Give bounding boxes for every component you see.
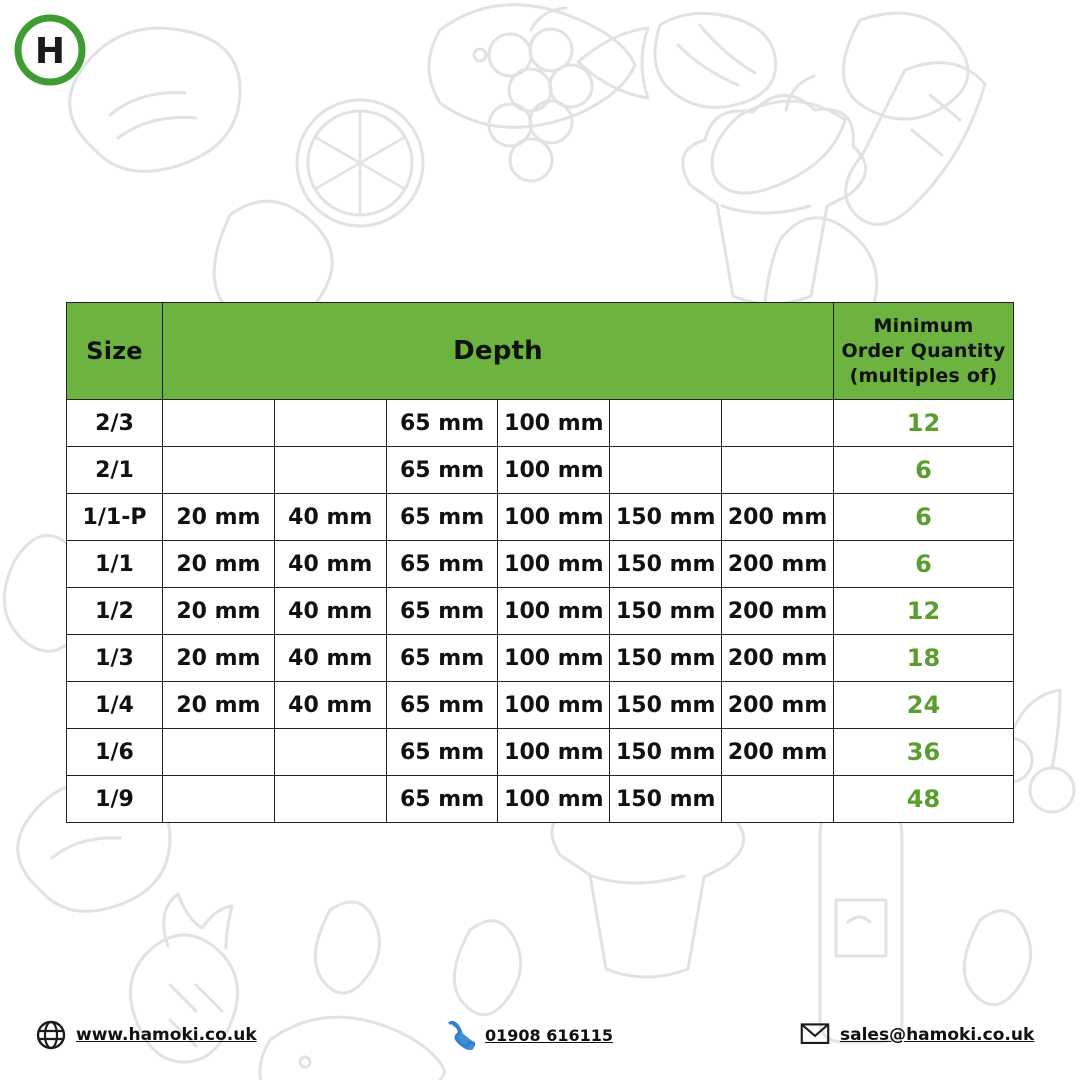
cell-depth: 150 mm [610, 635, 722, 682]
email-text[interactable]: sales@hamoki.co.uk [840, 1025, 1035, 1045]
cell-depth: 100 mm [498, 588, 610, 635]
cell-depth: 40 mm [274, 494, 386, 541]
website-text[interactable]: www.hamoki.co.uk [76, 1025, 257, 1045]
header-moq-line1: Minimum [873, 314, 974, 337]
cell-size: 1/4 [67, 682, 163, 729]
cell-depth: 65 mm [386, 400, 498, 447]
cell-depth: 100 mm [498, 635, 610, 682]
cell-size: 2/1 [67, 447, 163, 494]
cell-depth: 150 mm [610, 776, 722, 823]
cell-depth: 200 mm [722, 635, 834, 682]
cell-depth-empty [163, 400, 275, 447]
cell-depth-empty [722, 776, 834, 823]
cell-depth: 200 mm [722, 494, 834, 541]
table-row [67, 400, 1014, 447]
cell-depth-empty [610, 400, 722, 447]
cell-depth-empty [610, 447, 722, 494]
spec-table-container [66, 302, 1014, 823]
cell-moq: 6 [834, 447, 1014, 494]
table-row [67, 588, 1014, 635]
hamoki-logo [14, 14, 86, 86]
gastronorm-spec-table [66, 302, 1014, 823]
cell-size: 1/1-P [67, 494, 163, 541]
header-moq [834, 303, 1014, 400]
globe-icon [36, 1020, 66, 1050]
cell-depth-empty [163, 447, 275, 494]
cell-moq: 24 [834, 682, 1014, 729]
table-head [67, 303, 1014, 400]
cell-depth-empty [722, 447, 834, 494]
table-row [67, 541, 1014, 588]
envelope-icon [800, 1020, 830, 1050]
table-row [67, 494, 1014, 541]
cell-depth: 40 mm [274, 541, 386, 588]
cell-size: 1/1 [67, 541, 163, 588]
cell-depth: 200 mm [722, 588, 834, 635]
cell-depth: 20 mm [163, 635, 275, 682]
cell-depth-empty [163, 729, 275, 776]
contact-footer [0, 1010, 1080, 1060]
cell-depth: 150 mm [610, 541, 722, 588]
cell-depth: 40 mm [274, 682, 386, 729]
cell-moq: 18 [834, 635, 1014, 682]
cell-depth: 20 mm [163, 494, 275, 541]
footer-website[interactable] [36, 1020, 257, 1050]
cell-depth: 150 mm [610, 729, 722, 776]
cell-depth: 65 mm [386, 682, 498, 729]
cell-depth-empty [274, 776, 386, 823]
cell-depth-empty [274, 729, 386, 776]
table-row [67, 682, 1014, 729]
cell-size: 2/3 [67, 400, 163, 447]
cell-depth-empty [274, 400, 386, 447]
header-moq-line3: (multiples of) [849, 364, 998, 387]
cell-depth: 100 mm [498, 400, 610, 447]
cell-depth: 20 mm [163, 682, 275, 729]
header-size: Size [67, 303, 163, 400]
cell-depth: 65 mm [386, 447, 498, 494]
cell-depth: 100 mm [498, 447, 610, 494]
table-row [67, 729, 1014, 776]
cell-size: 1/2 [67, 588, 163, 635]
cell-size: 1/6 [67, 729, 163, 776]
cell-depth: 200 mm [722, 682, 834, 729]
cell-moq: 6 [834, 494, 1014, 541]
cell-depth-empty [722, 400, 834, 447]
cell-depth: 20 mm [163, 541, 275, 588]
cell-depth: 20 mm [163, 588, 275, 635]
cell-moq: 12 [834, 588, 1014, 635]
cell-depth: 200 mm [722, 541, 834, 588]
cell-depth: 100 mm [498, 776, 610, 823]
phone-text[interactable]: 01908 616115 [485, 1025, 614, 1045]
cell-depth: 65 mm [386, 494, 498, 541]
cell-depth: 100 mm [498, 729, 610, 776]
cell-depth: 150 mm [610, 588, 722, 635]
cell-depth: 100 mm [498, 494, 610, 541]
cell-depth: 150 mm [610, 494, 722, 541]
cell-depth: 100 mm [498, 541, 610, 588]
header-depth: Depth [163, 303, 834, 400]
header-moq-line2: Order Quantity [841, 339, 1006, 362]
cell-depth: 65 mm [386, 776, 498, 823]
cell-depth: 65 mm [386, 635, 498, 682]
header-row [67, 303, 1014, 400]
cell-depth: 40 mm [274, 588, 386, 635]
cell-depth-empty [163, 776, 275, 823]
cell-size: 1/3 [67, 635, 163, 682]
cell-moq: 36 [834, 729, 1014, 776]
cell-size: 1/9 [67, 776, 163, 823]
cell-depth: 40 mm [274, 635, 386, 682]
cell-depth: 65 mm [386, 729, 498, 776]
cell-depth: 65 mm [386, 541, 498, 588]
cell-depth: 100 mm [498, 682, 610, 729]
cell-moq: 6 [834, 541, 1014, 588]
cell-depth: 150 mm [610, 682, 722, 729]
cell-depth: 65 mm [386, 588, 498, 635]
phone-icon [445, 1020, 475, 1050]
table-row [67, 447, 1014, 494]
table-body [67, 400, 1014, 823]
cell-depth-empty [274, 447, 386, 494]
footer-email[interactable] [800, 1020, 1034, 1050]
svg-text:H: H [34, 31, 66, 72]
cell-moq: 12 [834, 400, 1014, 447]
cell-moq: 48 [834, 776, 1014, 823]
table-row [67, 635, 1014, 682]
cell-depth: 200 mm [722, 729, 834, 776]
table-row [67, 776, 1014, 823]
footer-phone[interactable] [445, 1020, 613, 1050]
